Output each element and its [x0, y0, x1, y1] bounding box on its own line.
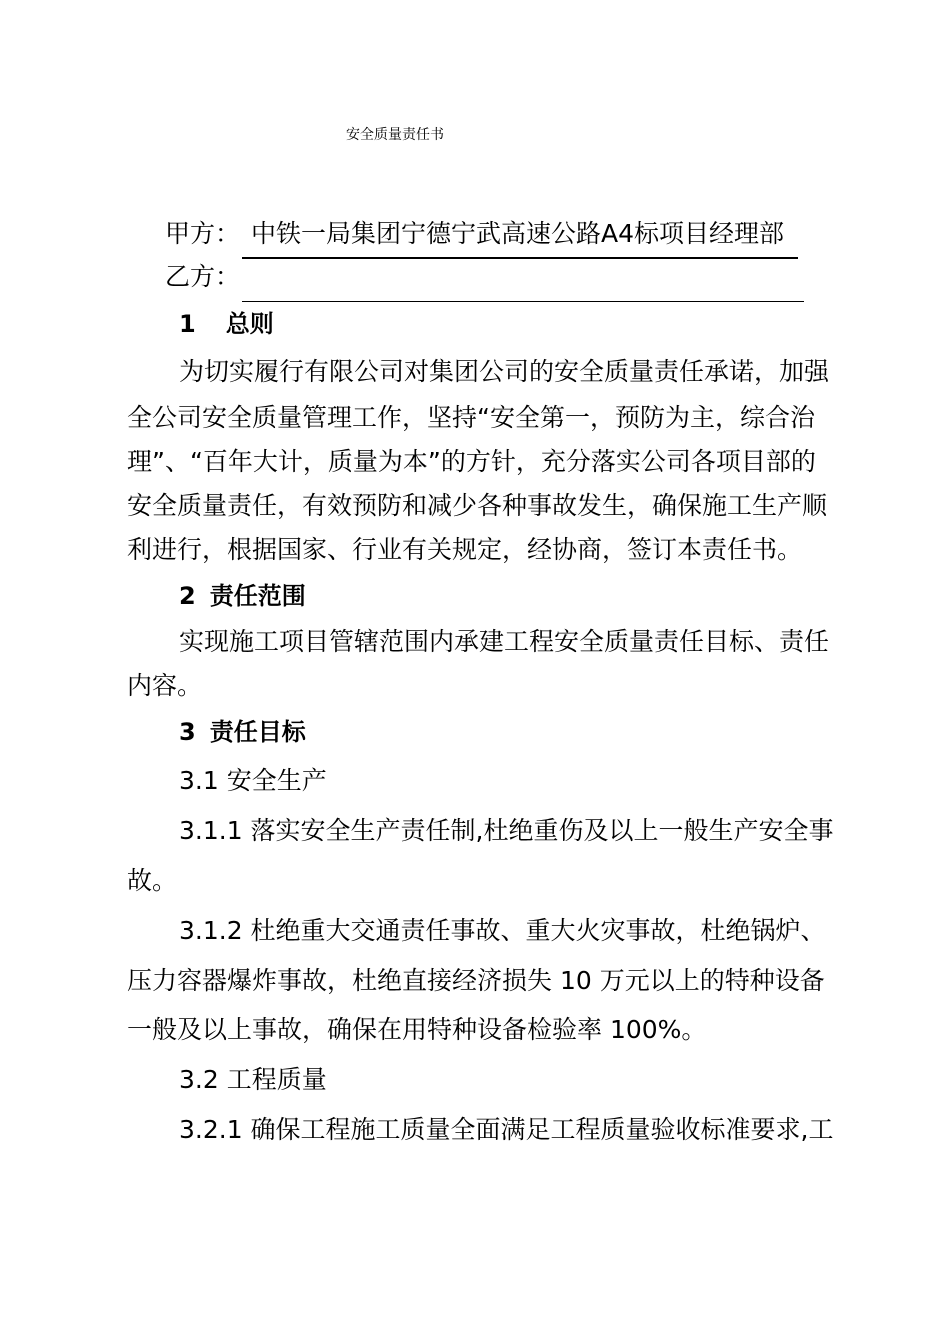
party-b-label: 乙方： [165, 262, 241, 291]
section-1-heading [179, 308, 274, 340]
subsection-3-1-title: 3.1 安全生产 [179, 766, 327, 795]
s312-line: 3.1.2 杜绝重大交通责任事故、重大火灾事故，杜绝锅炉、 [179, 916, 826, 945]
s2-line: 实现施工项目管辖范围内承建工程安全质量责任目标、责任 [179, 627, 830, 656]
section-3-title: 责任目标 [209, 718, 306, 746]
s1-line: 安全质量责任，有效预防和减少各种事故发生，确保施工生产顺 [127, 491, 828, 520]
section-2-heading [179, 580, 306, 612]
section-1-title: 总则 [225, 310, 274, 338]
party-b-underline [242, 301, 804, 302]
s1-line: 为切实履行有限公司对集团公司的安全质量责任承诺，加强 [179, 357, 830, 386]
s2-line: 内容。 [127, 671, 203, 700]
s312-line: 压力容器爆炸事故，杜绝直接经济损失 10 万元以上的特种设备 [127, 966, 825, 995]
party-a-label: 甲方： [165, 219, 241, 248]
s1-line: 全公司安全质量管理工作，坚持“安全第一，预防为主，综合治 [127, 403, 815, 432]
s312-line: 一般及以上事故，确保在用特种设备检验率 100%。 [127, 1015, 707, 1044]
section-2-title: 责任范围 [209, 582, 306, 610]
section-1-number: 1 [179, 310, 196, 338]
section-2-number: 2 [179, 582, 196, 610]
party-b-row [165, 261, 251, 293]
s1-line: 理”、“百年大计，质量为本”的方针，充分落实公司各项目部的 [127, 447, 816, 476]
subsection-3-2-title: 3.2 工程质量 [179, 1065, 327, 1094]
section-3-number: 3 [179, 718, 196, 746]
party-a-row [165, 218, 784, 250]
section-3-heading [179, 716, 306, 748]
s1-line: 利进行，根据国家、行业有关规定，经协商，签订本责任书。 [127, 535, 803, 564]
party-a-underline [242, 257, 798, 259]
s311-line: 故。 [127, 866, 178, 895]
s311-line: 3.1.1 落实安全生产责任制,杜绝重伤及以上一般生产安全事 [179, 816, 834, 845]
s321-line: 3.2.1 确保工程施工质量全面满足工程质量验收标准要求,工 [179, 1115, 834, 1144]
party-a-value: 中铁一局集团宁德宁武高速公路A4标项目经理部 [251, 219, 785, 248]
document-title: 安全质量责任书 [346, 127, 444, 143]
